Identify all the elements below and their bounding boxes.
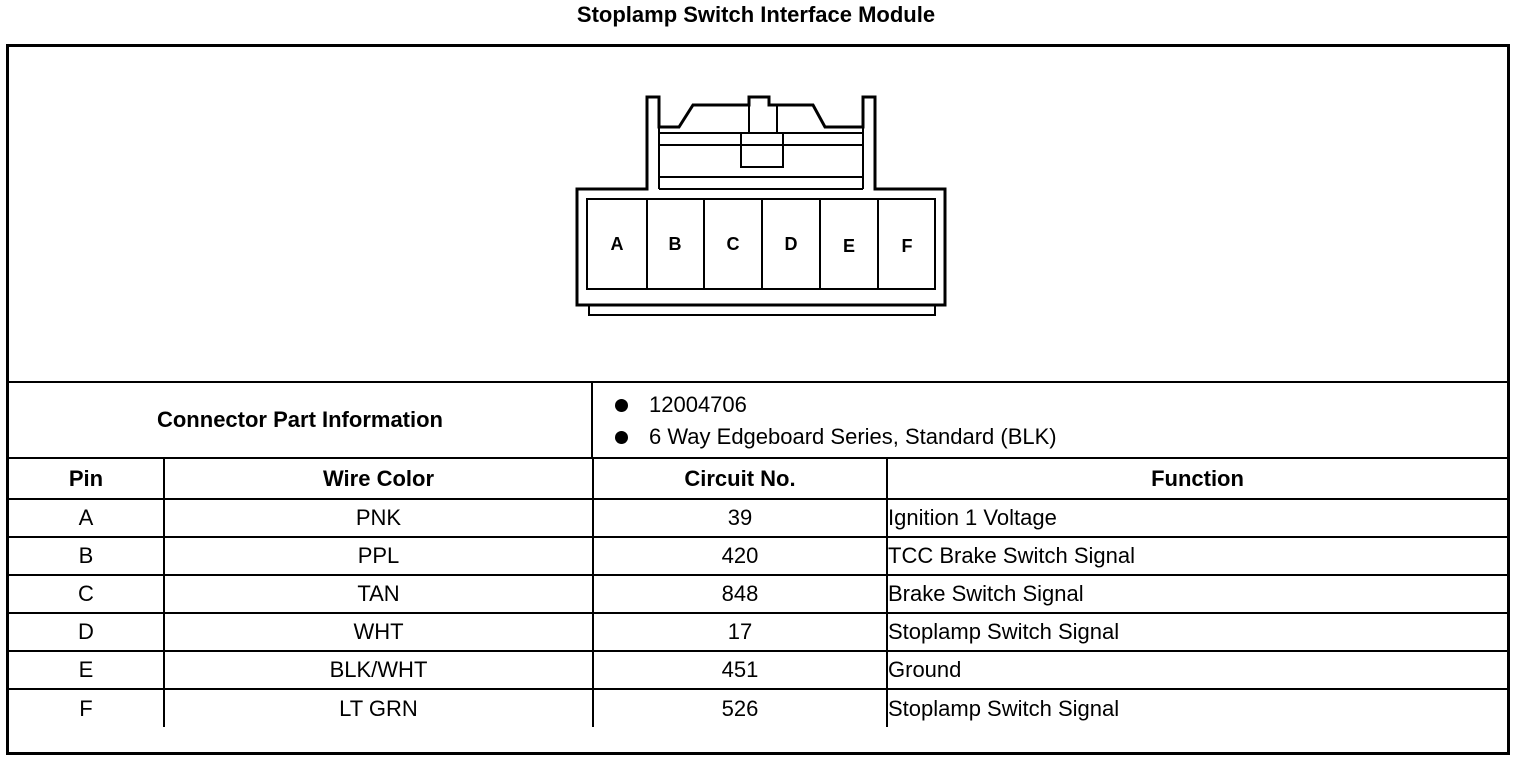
cavity-label-d: D bbox=[784, 234, 798, 254]
bullet-icon bbox=[615, 399, 628, 412]
pin-cell: A bbox=[9, 499, 164, 537]
function-cell: Stoplamp Switch Signal bbox=[887, 613, 1507, 651]
wire-color-cell: TAN bbox=[164, 575, 593, 613]
circuit-no-cell: 420 bbox=[593, 537, 887, 575]
header-circuit-no: Circuit No. bbox=[593, 458, 887, 499]
bullet-icon bbox=[615, 431, 628, 444]
table-row bbox=[9, 537, 1507, 575]
circuit-no-cell: 39 bbox=[593, 499, 887, 537]
pin-cell: C bbox=[9, 575, 164, 613]
function-cell: TCC Brake Switch Signal bbox=[887, 537, 1507, 575]
function-cell: Ground bbox=[887, 651, 1507, 689]
connector-sheet bbox=[6, 44, 1510, 755]
pin-cell: E bbox=[9, 651, 164, 689]
cavity-label-f: F bbox=[901, 236, 913, 256]
part-info-item bbox=[593, 389, 1507, 421]
table-header-row bbox=[9, 458, 1507, 499]
pinout-table bbox=[9, 457, 1507, 727]
part-description: 6 Way Edgeboard Series, Standard (BLK) bbox=[649, 424, 1057, 449]
pin-cell: B bbox=[9, 537, 164, 575]
cavity-label-e: E bbox=[842, 236, 856, 256]
connector-face-drawing bbox=[9, 47, 1507, 381]
pin-cell: F bbox=[9, 689, 164, 727]
circuit-no-cell: 526 bbox=[593, 689, 887, 727]
connector-part-info bbox=[9, 381, 1507, 457]
table-row bbox=[9, 613, 1507, 651]
page-title: Stoplamp Switch Interface Module bbox=[576, 2, 936, 27]
part-info-label: Connector Part Information bbox=[9, 383, 593, 457]
header-pin: Pin bbox=[9, 458, 164, 499]
function-cell: Stoplamp Switch Signal bbox=[887, 689, 1507, 727]
circuit-no-cell: 17 bbox=[593, 613, 887, 651]
function-cell: Ignition 1 Voltage bbox=[887, 499, 1507, 537]
table-row bbox=[9, 499, 1507, 537]
part-number: 12004706 bbox=[649, 392, 747, 417]
circuit-no-cell: 848 bbox=[593, 575, 887, 613]
wire-color-cell: BLK/WHT bbox=[164, 651, 593, 689]
table-row bbox=[9, 651, 1507, 689]
cavity-label-b: B bbox=[668, 234, 682, 254]
wire-color-cell: LT GRN bbox=[164, 689, 593, 727]
cavity-label-c: C bbox=[726, 234, 740, 254]
part-info-list bbox=[593, 383, 1507, 457]
part-info-item bbox=[593, 421, 1507, 453]
circuit-no-cell: 451 bbox=[593, 651, 887, 689]
table-row bbox=[9, 689, 1507, 727]
header-function: Function bbox=[887, 458, 1507, 499]
function-cell: Brake Switch Signal bbox=[887, 575, 1507, 613]
cavity-label-a: A bbox=[610, 234, 624, 254]
wire-color-cell: PPL bbox=[164, 537, 593, 575]
table-row bbox=[9, 575, 1507, 613]
wire-color-cell: WHT bbox=[164, 613, 593, 651]
connector-diagram bbox=[9, 47, 1507, 381]
pin-cell: D bbox=[9, 613, 164, 651]
wire-color-cell: PNK bbox=[164, 499, 593, 537]
header-wire-color: Wire Color bbox=[164, 458, 593, 499]
